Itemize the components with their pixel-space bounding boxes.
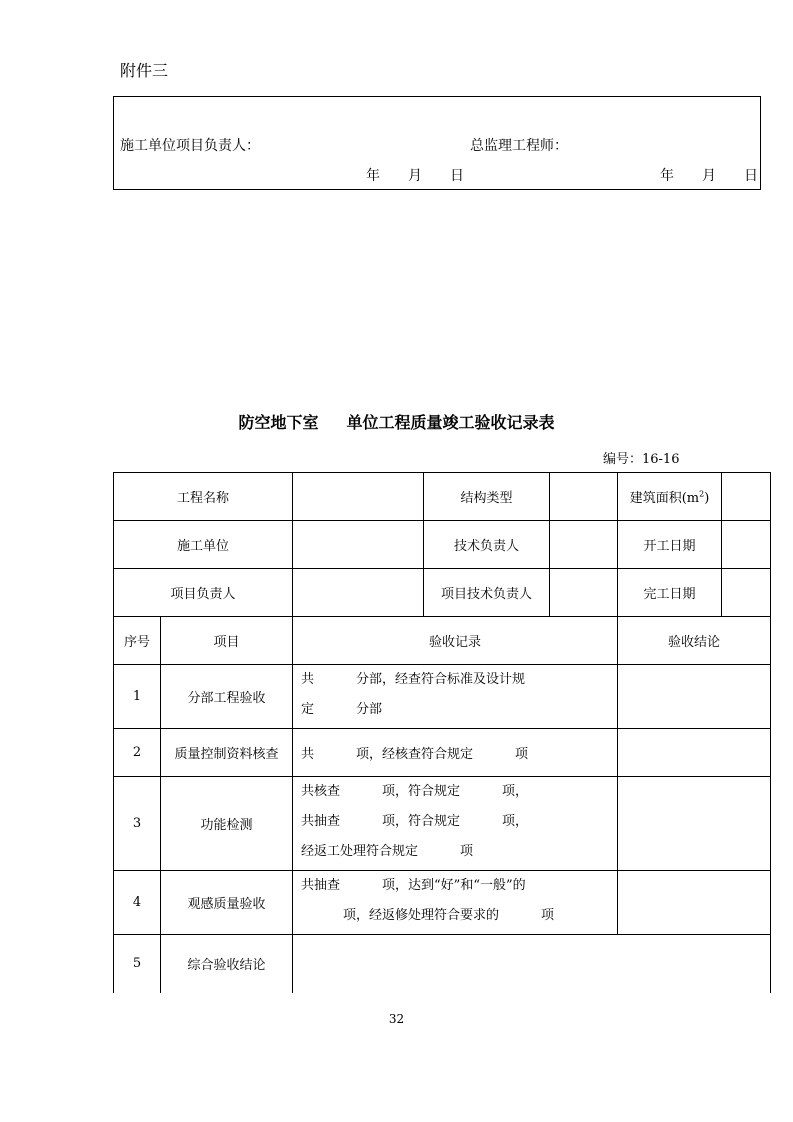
row-conclusion[interactable] [618,665,771,729]
row-seq: 2 [114,729,161,777]
row-record[interactable]: 共核查 项，符合规定 项， 共抽查 项，符合规定 项， 经返工处理符合规定 项 [293,777,618,871]
project-tech-lead-value[interactable] [550,569,618,617]
row-seq: 1 [114,665,161,729]
signature-box [113,96,761,190]
construction-lead-label: 施工单位项目负责人： [120,138,260,154]
header-conclusion: 验收结论 [618,617,771,665]
page-number: 32 [388,1012,405,1026]
table-row [114,729,771,777]
project-name-label: 工程名称 [114,473,293,521]
row-record[interactable]: 共抽查 项，达到“好”和“一般”的 项，经返修处理符合要求的 项 [293,871,618,935]
header-item: 项目 [161,617,293,665]
row-record[interactable]: 共 分部，经查符合标准及设计规 定 分部 [293,665,618,729]
supervisor-label: 总监理工程师： [470,138,568,154]
start-date-value[interactable] [722,521,771,569]
row-item: 质量控制资料核查 [161,729,293,777]
row-item: 观感质量验收 [161,871,293,935]
info-row-3 [114,569,771,617]
structure-type-label: 结构类型 [424,473,550,521]
building-area-label: 建筑面积$(m^2)$ [618,473,722,521]
row-seq: 3 [114,777,161,871]
date-year-2: 年 [660,168,674,184]
info-row-2 [114,521,771,569]
appendix-label: 附件三 [120,61,169,80]
date-month-2: 月 [702,168,716,184]
construction-unit-label: 施工单位 [114,521,293,569]
row-item: 综合验收结论 [161,935,293,993]
project-name-value[interactable] [293,473,424,521]
row-record[interactable]: 共 项，经核查符合规定 项 [293,729,618,777]
row-conclusion[interactable] [618,729,771,777]
header-record: 验收记录 [293,617,618,665]
start-date-label: 开工日期 [618,521,722,569]
project-lead-label: 项目负责人 [114,569,293,617]
table-row [114,871,771,935]
end-date-value[interactable] [722,569,771,617]
info-row-1 [114,473,771,521]
acceptance-table [113,472,771,993]
row-item: 功能检测 [161,777,293,871]
title-part1: 防空地下室 [238,413,319,432]
structure-type-value[interactable] [550,473,618,521]
end-date-label: 完工日期 [618,569,722,617]
date-day-2: 日 [744,168,758,184]
tech-lead-value[interactable] [550,521,618,569]
date-month-1: 月 [408,168,422,184]
row-item: 分部工程验收 [161,665,293,729]
document-code: 编号：16-16 [603,452,680,467]
tech-lead-label: 技术负责人 [424,521,550,569]
page-title [0,410,793,433]
project-lead-value[interactable] [293,569,424,617]
row-seq: 5 [114,935,161,993]
title-part2: 单位工程质量竣工验收记录表 [346,413,555,432]
header-row [114,617,771,665]
row-conclusion[interactable] [618,777,771,871]
table-row [114,777,771,871]
row-conclusion[interactable] [293,935,771,993]
table-row [114,935,771,993]
building-area-value[interactable] [722,473,771,521]
row-conclusion[interactable] [618,871,771,935]
project-tech-lead-label: 项目技术负责人 [424,569,550,617]
date-day-1: 日 [450,168,464,184]
header-seq: 序号 [114,617,161,665]
row-seq: 4 [114,871,161,935]
construction-unit-value[interactable] [293,521,424,569]
date-year-1: 年 [366,168,380,184]
table-row [114,665,771,729]
